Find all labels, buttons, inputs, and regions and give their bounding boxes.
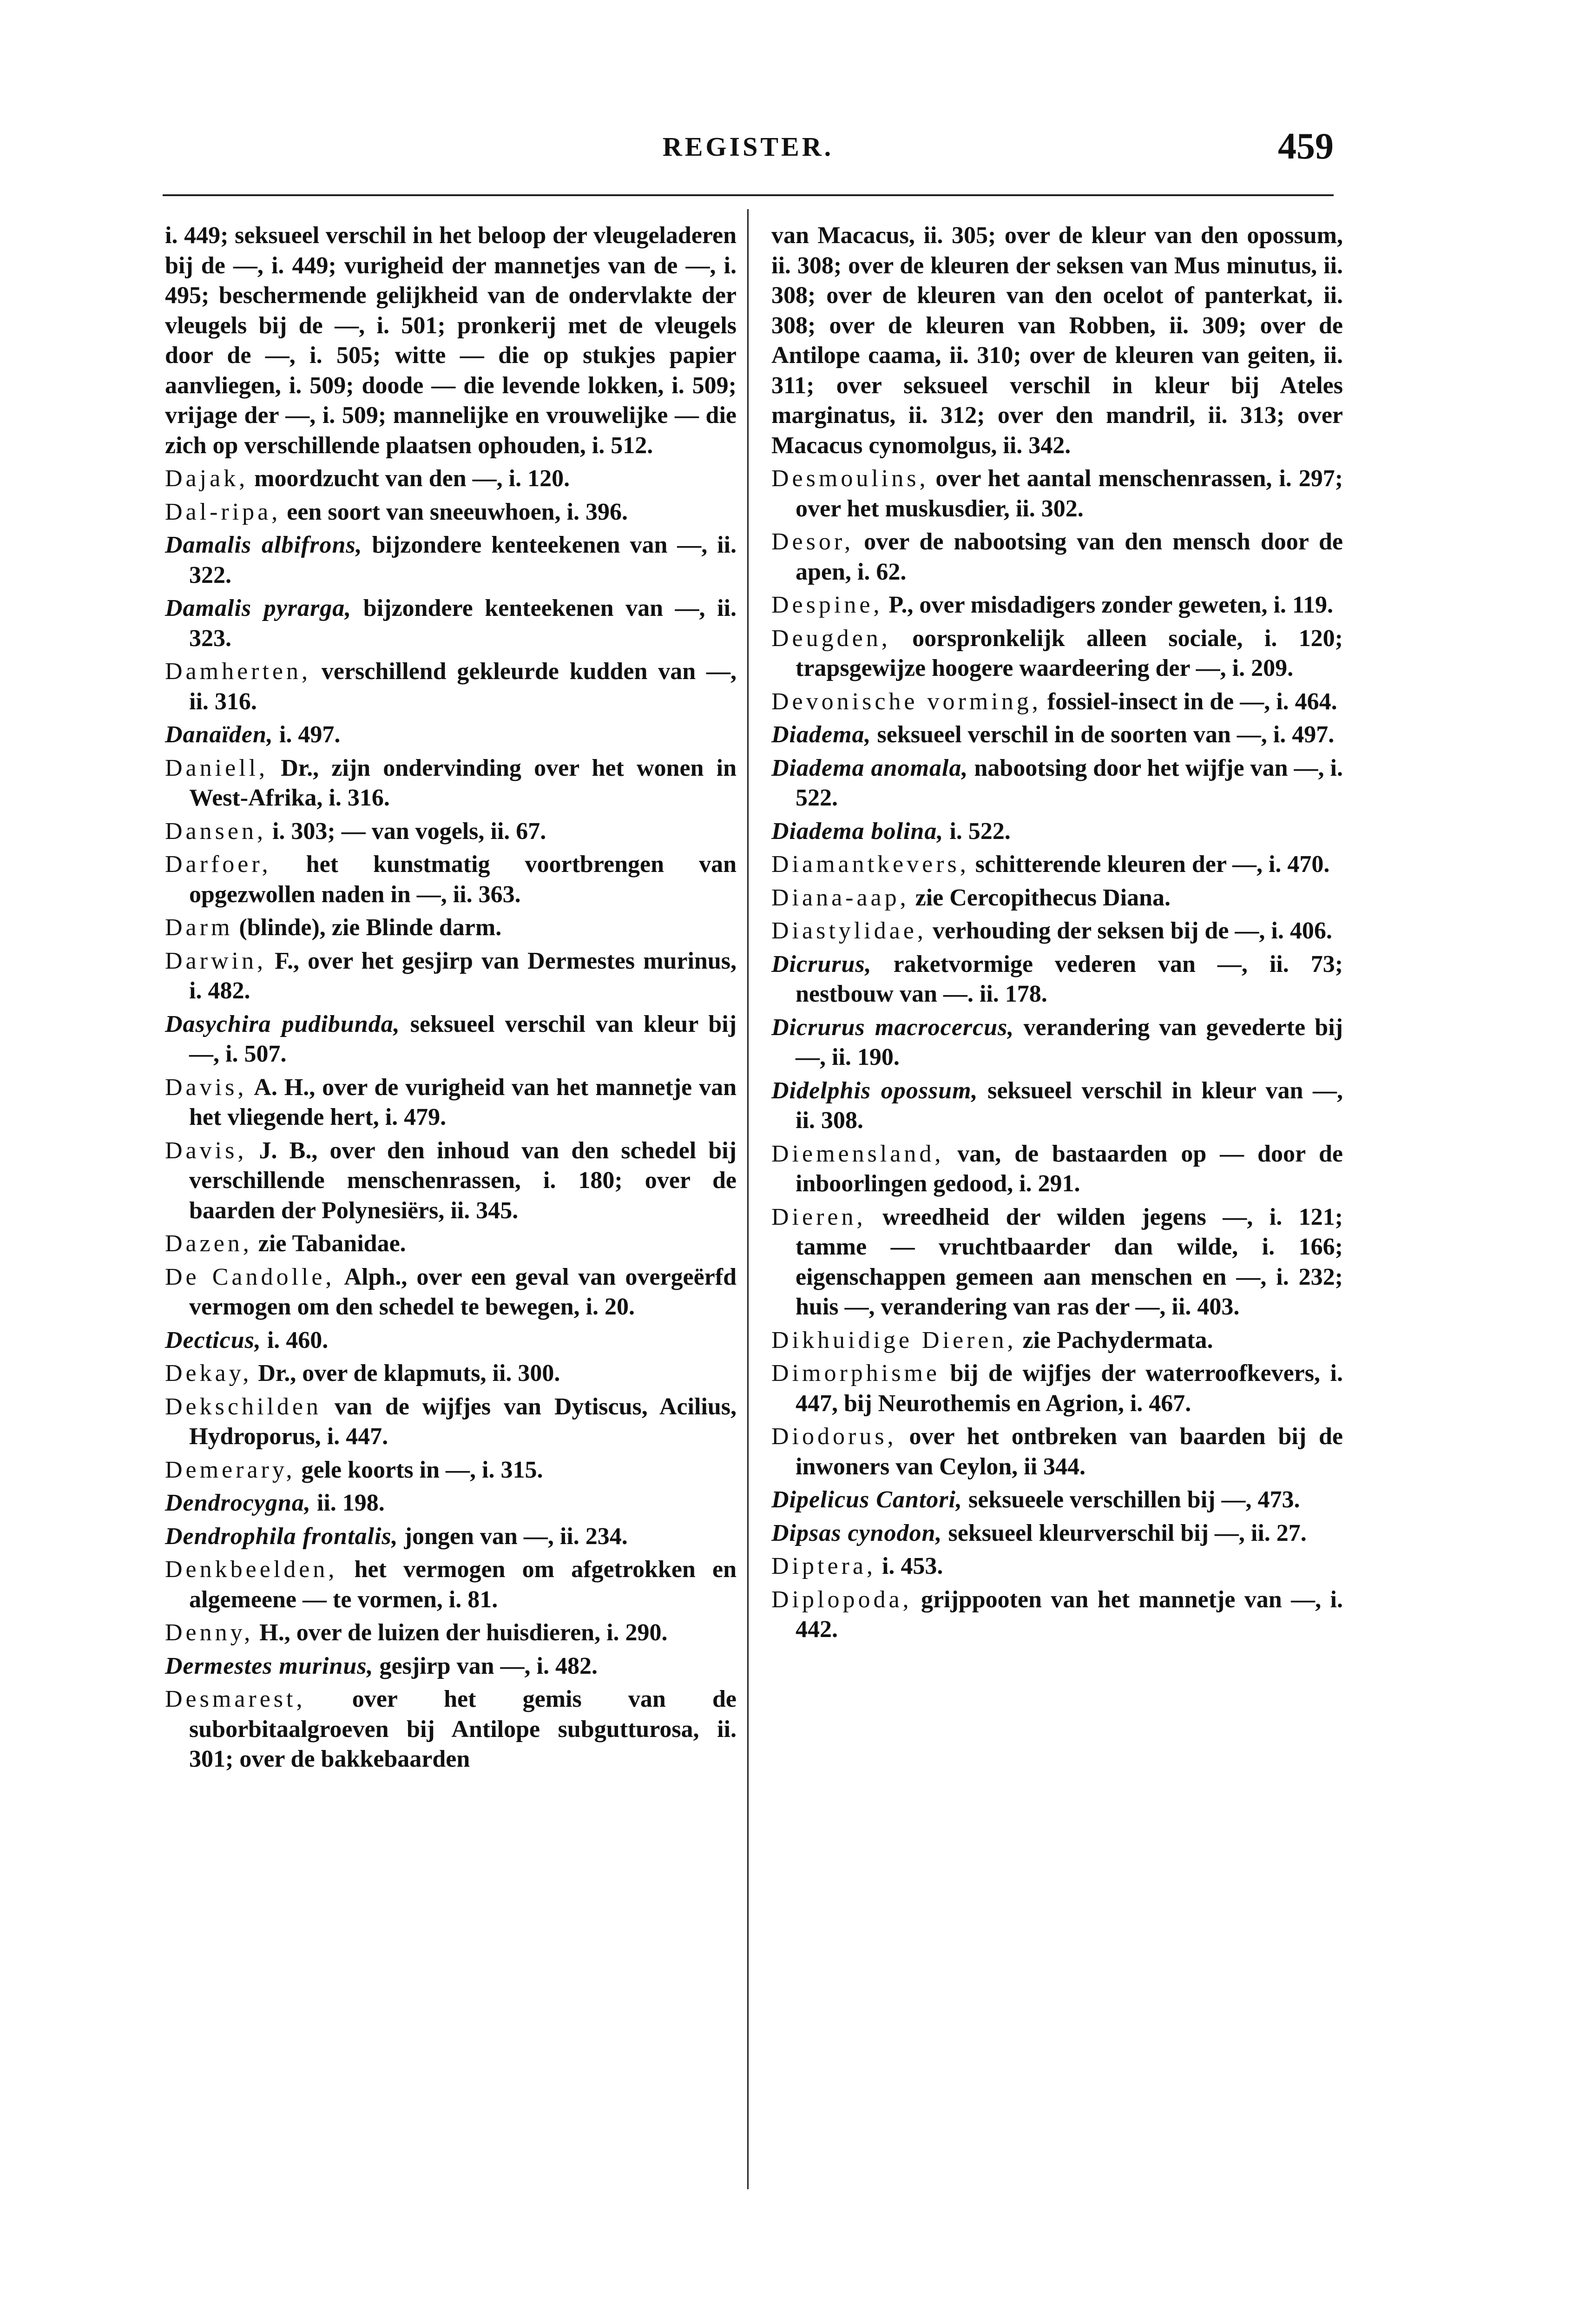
index-entry [771,1359,1343,1419]
entry-text: Alph., over een geval van overgeërfd vermogen om den schedel te bewegen, i. 20. [189,1263,737,1320]
index-entry [771,624,1343,684]
index-entry [771,1485,1343,1515]
index-entry [771,916,1343,946]
index-entry [165,530,737,590]
index-entry [165,657,737,717]
entry-text: van de wijfjes van Dytiscus, Acilius, Hydroporus, i. 447. [189,1393,737,1450]
index-entry [771,850,1343,880]
entry-text: fossiel-insect in de —, i. 464. [1047,688,1337,715]
index-entry [165,1392,737,1452]
entry-headword: Desor, [771,528,854,555]
entry-headword: Dermestes murinus, [165,1652,374,1679]
index-entry [165,1229,737,1259]
index-entry [165,594,737,654]
entry-headword: Diplopoda, [771,1586,912,1613]
entry-text: jongen van —, ii. 234. [404,1523,628,1550]
index-entry [165,753,737,813]
entry-headword: Dasychira pudibunda, [165,1010,400,1037]
entry-text: bij de wijfjes der waterroofkevers, i. 447, bij Neurothemis en Agrion, i. 467. [796,1360,1343,1417]
index-entry [771,527,1343,587]
entry-text: over de nabootsing van den mensch door de apen, i. 62. [796,528,1343,585]
index-entry [165,720,737,750]
entry-text: zie Pachydermata. [1022,1327,1213,1353]
entry-text: raketvormige vederen van —, ii. 73; nestbouw van —. ii. 178. [796,951,1343,1007]
entry-headword: De Candolle, [165,1263,335,1290]
entry-headword: Danaïden, [165,721,273,748]
entry-headword: Dipelicus Cantori, [771,1486,962,1513]
entry-text: J. B., over den inhoud van den schedel bij verschillende menschenrassen, i. 180; over de baarden der Polynesiërs, ii. 345. [189,1137,737,1224]
index-entry [771,817,1343,847]
index-entry [165,850,737,910]
entry-text: seksueel verschil in kleur van —, ii. 308. [796,1077,1343,1134]
index-entry [771,1202,1343,1322]
entry-headword: Dicrurus macrocercus, [771,1014,1014,1041]
page-number: 459 [1278,126,1334,167]
running-title: REGISTER. [662,132,834,162]
index-entry [165,817,737,847]
index-entry [165,1522,737,1552]
entry-headword: Diastylidae, [771,918,927,944]
entry-headword: Davis, [165,1137,247,1164]
entry-text: zie Cercopithecus Diana. [915,884,1171,911]
index-entry [771,1076,1343,1136]
entry-headword: Darwin, [165,947,266,974]
entry-text: een soort van sneeuwhoen, i. 396. [287,498,628,525]
entry-text: grijppooten van het mannetje van —, i. 442. [796,1586,1343,1643]
entry-headword: Diptera, [771,1553,876,1579]
entry-text: van, de bastaarden op — door de inboorlingen gedood, i. 291. [796,1140,1343,1197]
entry-text: seksueel verschil van kleur bij —, i. 507. [189,1010,737,1067]
entry-text: bijzondere kenteekenen van —, ii. 323. [189,595,737,652]
entry-headword: Diemensland, [771,1140,944,1167]
entry-text: nabootsing door het wijfje van —, i. 522. [796,754,1343,811]
index-entry [165,1359,737,1389]
entry-headword: Dikhuidige Dieren, [771,1327,1017,1353]
index-entry [165,1262,737,1322]
entry-text: i. 460. [267,1327,329,1353]
entry-text: moordzucht van den —, i. 120. [254,465,570,492]
index-entry [771,1422,1343,1482]
index-entry [771,1326,1343,1356]
index-entry [165,1136,737,1226]
entry-text: over het ontbreken van baarden bij de inwoners van Ceylon, ii 344. [796,1423,1343,1480]
entry-text: i. 303; — van vogels, ii. 67. [272,818,546,845]
index-entry [771,950,1343,1010]
index-entry [771,687,1343,717]
entry-text: over het gemis van de suborbitaalgroeven bij Antilope subgutturosa, ii. 301; over de bakkebaarden [189,1686,737,1772]
entry-text: P., over misdadigers zonder geweten, i. 119. [888,592,1334,618]
index-entry [771,221,1343,461]
entry-text: F., over het gesjirp van Dermestes murinus, i. 482. [189,947,737,1004]
entry-headword: Devonische vorming, [771,688,1041,715]
entry-headword: Didelphis opossum, [771,1077,978,1104]
entry-text: verandering van gevederte bij —, ii. 190. [796,1014,1343,1070]
entry-text: i. 453. [882,1553,943,1579]
entry-headword: Desmoulins, [771,465,929,492]
entry-headword: Deugden, [771,625,891,652]
index-entry [165,464,737,494]
index-entry [771,464,1343,524]
index-entry [165,913,737,943]
index-entry [165,1684,737,1775]
entry-headword: Denkbeelden, [165,1556,338,1583]
entry-text: i. 497. [279,721,341,748]
index-entry [771,1552,1343,1582]
entry-headword: Dansen, [165,818,266,845]
entry-text: Dr., over de klapmuts, ii. 300. [258,1360,560,1386]
entry-text: zie Tabanidae. [258,1230,406,1257]
index-entry [771,590,1343,621]
entry-text: i. 449; seksueel verschil in het beloop der vleugeladeren bij de —, i. 449; vurigheid der mannetjes van de —, i. 495; beschermende gelijkheid van de ondervlakte der vleugels bij de —, i. 501; pronkerij met de vleugels door de —, i. 505; witte — die op stukjes papier aanvliegen, i. 509; doode — die levende lokken, i. 509; vrijage der —, i. 509; mannelijke en vrouwelijke — die zich op verschillende plaatsen ophouden, i. 512. [165,222,737,459]
entry-headword: Despine, [771,592,883,618]
entry-headword: Dieren, [771,1203,866,1230]
entry-text: seksueele verschillen bij —, 473. [968,1486,1300,1513]
entry-headword: Diadema anomala, [771,754,968,781]
entry-headword: Dekay, [165,1360,252,1386]
entry-headword: Desmarest, [165,1686,306,1712]
entry-headword: Dendrocygna, [165,1490,311,1516]
entry-text: gele koorts in —, i. 315. [301,1456,543,1483]
index-entry [165,497,737,528]
entry-headword: Denny, [165,1619,254,1646]
entry-headword: Dajak, [165,465,249,492]
index-entry [771,1139,1343,1199]
entry-text: verhouding der seksen bij de —, i. 406. [932,918,1332,944]
entry-text: verschillend gekleurde kudden van —, ii. 316. [189,658,737,715]
index-entry [771,1013,1343,1073]
index-entry [771,720,1343,750]
entry-headword: Dekschilden [165,1393,322,1420]
entry-text: wreedheid der wilden jegens —, i. 121; tamme — vruchtbaarder dan wilde, i. 166; eigenschappen gemeen aan menschen en —, i. 232; huis —, verandering van ras der —, ii. 403. [796,1203,1343,1320]
entry-headword: Demerary, [165,1456,296,1483]
entry-text: seksueel kleurverschil bij —, ii. 27. [948,1519,1307,1546]
entry-headword: Diodorus, [771,1423,897,1450]
index-entry [165,1651,737,1682]
entry-text: over het aantal menschenrassen, i. 297; over het muskusdier, ii. 302. [796,465,1343,522]
entry-headword: Dendrophila frontalis, [165,1523,398,1550]
entry-headword: Dazen, [165,1230,252,1257]
entry-headword: Damalis pyrarga, [165,595,352,621]
index-entry [771,1585,1343,1645]
entry-headword: Dipsas cynodon, [771,1519,942,1546]
entry-headword: Dicrurus, [771,951,872,977]
index-entry [771,883,1343,913]
right-column [771,221,1343,1648]
index-entry [165,1073,737,1133]
entry-headword: Davis, [165,1074,247,1101]
entry-text: H., over de luizen der huisdieren, i. 290. [259,1619,668,1646]
entry-headword: Diadema bolina, [771,818,944,845]
entry-headword: Darm [165,914,233,941]
entry-text: bijzondere kenteekenen van —, ii. 322. [189,532,737,588]
index-entry [165,1455,737,1486]
entry-text: het kunstmatig voortbrengen van opgezwollen naden in —, ii. 363. [189,851,737,908]
entry-headword: Diana-aap, [771,884,909,911]
index-entry [165,1488,737,1519]
index-entry [165,1326,737,1356]
index-entry [165,1618,737,1648]
left-column [165,221,737,1778]
entry-text: ii. 198. [316,1490,385,1516]
entry-text: i. 522. [949,818,1011,845]
header-rule [163,194,1334,196]
entry-headword: Damalis albifrons, [165,532,362,558]
entry-headword: Damherten, [165,658,311,685]
entry-headword: Darfoer, [165,851,271,878]
index-entry [165,1010,737,1070]
index-entry [165,1555,737,1615]
index-entry [771,753,1343,813]
entry-headword: Dimorphisme [771,1360,940,1386]
entry-headword: Decticus, [165,1327,261,1353]
entry-headword: Dal-ripa, [165,498,281,525]
entry-text: gesjirp van —, i. 482. [379,1652,598,1679]
entry-text: schitterende kleuren der —, i. 470. [975,851,1330,878]
entry-text: Dr., zijn ondervinding over het wonen in West-Afrika, i. 316. [189,754,737,811]
entry-text: (blinde), zie Blinde darm. [239,914,502,941]
entry-text: van Macacus, ii. 305; over de kleur van den opossum, ii. 308; over de kleuren der seksen van Mus minutus, ii. 308; over de kleuren van den ocelot of panterkat, ii. 308; over de kleuren van Robben, ii. 309; over de Antilope caama, ii. 310; over de kleuren van geiten, ii. 311; over seksueel verschil in kleur bij Ateles marginatus, ii. 312; over den mandril, ii. 313; over Macacus cynomolgus, ii. 342. [771,222,1343,459]
page-header [163,125,1334,177]
entry-text: het vermogen om afgetrokken en algemeene — te vormen, i. 81. [189,1556,737,1613]
index-entry [165,221,737,461]
index-entry [165,946,737,1006]
index-entry [771,1519,1343,1549]
entry-headword: Daniell, [165,754,269,781]
column-divider [747,209,749,2189]
entry-text: A. H., over de vurigheid van het mannetje van het vliegende hert, i. 479. [189,1074,737,1130]
entry-headword: Diamantkevers, [771,851,969,878]
entry-text: oorspronkelijk alleen sociale, i. 120; trapsgewijze hoogere waardeering der —, i. 209. [796,625,1343,681]
entry-headword: Diadema, [771,721,871,748]
entry-text: seksueel verschil in de soorten van —, i. 497. [877,721,1335,748]
